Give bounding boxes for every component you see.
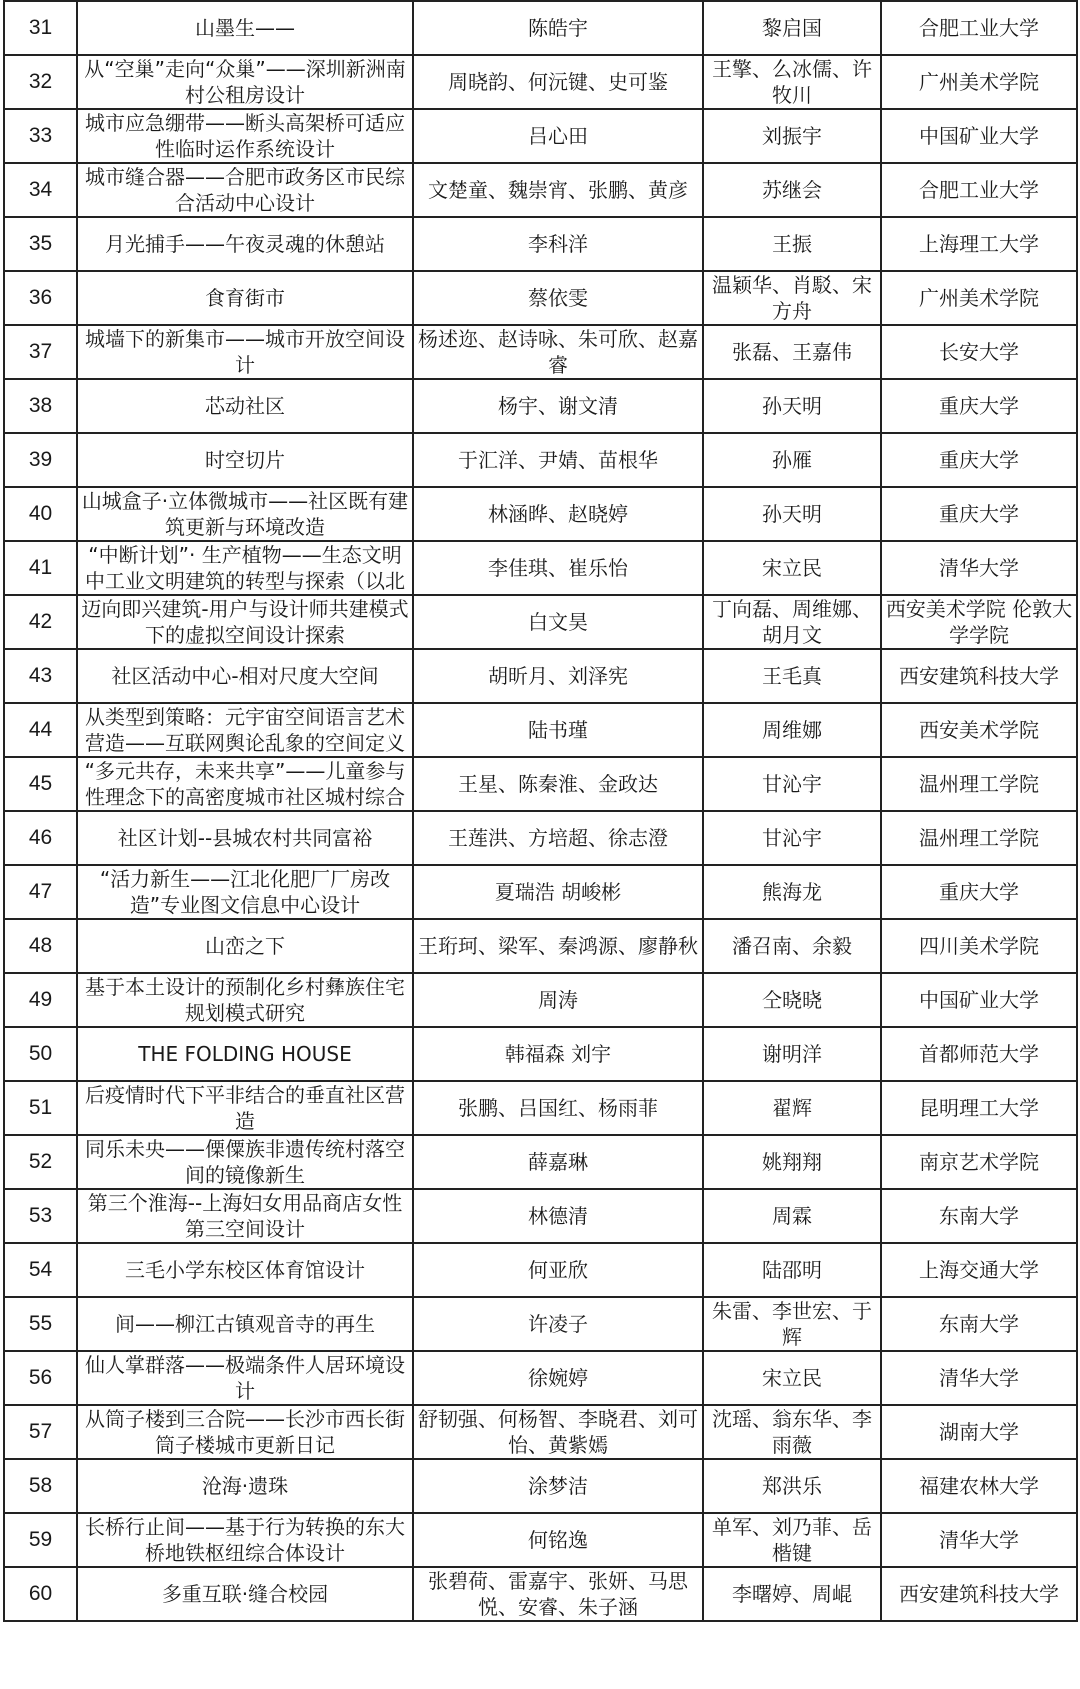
school-cell: 四川美术学院 <box>881 919 1077 973</box>
advisors-cell: 姚翔翔 <box>703 1135 881 1189</box>
school-cell: 东南大学 <box>881 1297 1077 1351</box>
row-number-cell: 37 <box>4 325 77 379</box>
project-title-cell: 第三个淮海--上海妇女用品商店女性第三空间设计 <box>77 1189 413 1243</box>
advisors-cell: 孙天明 <box>703 487 881 541</box>
table-row <box>4 217 1077 271</box>
table-row <box>4 379 1077 433</box>
advisors-cell: 丁向磊、周维娜、胡月文 <box>703 595 881 649</box>
advisors-cell: 宋立民 <box>703 1351 881 1405</box>
row-number-cell: 34 <box>4 163 77 217</box>
school-cell: 合肥工业大学 <box>881 1 1077 55</box>
advisors-cell: 翟辉 <box>703 1081 881 1135</box>
project-title-cell: 城墙下的新集市——城市开放空间设计 <box>77 325 413 379</box>
row-number-cell: 47 <box>4 865 77 919</box>
table-row <box>4 1513 1077 1567</box>
row-number-cell: 52 <box>4 1135 77 1189</box>
table-row <box>4 973 1077 1027</box>
advisors-cell: 周霖 <box>703 1189 881 1243</box>
table-row <box>4 541 1077 595</box>
project-title-cell: “多元共存，未来共享”——儿童参与性理念下的高密度城市社区城村综合 <box>77 757 413 811</box>
advisors-cell: 孙雁 <box>703 433 881 487</box>
project-title-cell: 同乐未央——傈僳族非遗传统村落空间的镜像新生 <box>77 1135 413 1189</box>
advisors-cell: 王擎、么冰儒、许牧川 <box>703 55 881 109</box>
authors-cell: 白文昊 <box>413 595 703 649</box>
advisors-cell: 孙天明 <box>703 379 881 433</box>
authors-cell: 蔡依雯 <box>413 271 703 325</box>
project-title-cell: 芯动社区 <box>77 379 413 433</box>
school-cell: 重庆大学 <box>881 379 1077 433</box>
authors-cell: 文楚童、魏崇宵、张鹏、黄彦 <box>413 163 703 217</box>
advisors-cell: 单军、刘乃菲、岳楷键 <box>703 1513 881 1567</box>
award-table <box>3 0 1078 1622</box>
table-row <box>4 109 1077 163</box>
project-title-cell: 城市缝合器——合肥市政务区市民综合活动中心设计 <box>77 163 413 217</box>
project-title-cell: 山峦之下 <box>77 919 413 973</box>
project-title-cell: 山城盒子·立体微城市——社区既有建筑更新与环境改造 <box>77 487 413 541</box>
school-cell: 西安美术学院 <box>881 703 1077 757</box>
school-cell: 清华大学 <box>881 541 1077 595</box>
advisors-cell: 王毛真 <box>703 649 881 703</box>
row-number-cell: 42 <box>4 595 77 649</box>
advisors-cell: 潘召南、余毅 <box>703 919 881 973</box>
school-cell: 合肥工业大学 <box>881 163 1077 217</box>
row-number-cell: 51 <box>4 1081 77 1135</box>
school-cell: 清华大学 <box>881 1513 1077 1567</box>
table-row <box>4 865 1077 919</box>
table-row <box>4 487 1077 541</box>
advisors-cell: 谢明洋 <box>703 1027 881 1081</box>
authors-cell: 何亚欣 <box>413 1243 703 1297</box>
school-cell: 上海理工大学 <box>881 217 1077 271</box>
row-number-cell: 58 <box>4 1459 77 1513</box>
authors-cell: 杨述迩、赵诗咏、朱可欣、赵嘉睿 <box>413 325 703 379</box>
authors-cell: 胡昕月、刘泽宪 <box>413 649 703 703</box>
row-number-cell: 56 <box>4 1351 77 1405</box>
row-number-cell: 46 <box>4 811 77 865</box>
row-number-cell: 50 <box>4 1027 77 1081</box>
project-title-cell: 月光捕手——午夜灵魂的休憩站 <box>77 217 413 271</box>
table-row <box>4 1405 1077 1459</box>
row-number-cell: 38 <box>4 379 77 433</box>
row-number-cell: 49 <box>4 973 77 1027</box>
school-cell: 西安建筑科技大学 <box>881 649 1077 703</box>
advisors-cell: 王振 <box>703 217 881 271</box>
authors-cell: 王星、陈秦淮、金政达 <box>413 757 703 811</box>
authors-cell: 周晓韵、何沅键、史可鉴 <box>413 55 703 109</box>
table-row <box>4 1189 1077 1243</box>
row-number-cell: 44 <box>4 703 77 757</box>
school-cell: 广州美术学院 <box>881 271 1077 325</box>
table-row <box>4 1297 1077 1351</box>
school-cell: 清华大学 <box>881 1351 1077 1405</box>
project-title-cell: 从类型到策略：元宇宙空间语言艺术营造——互联网舆论乱象的空间定义 <box>77 703 413 757</box>
authors-cell: 王珩珂、梁军、秦鸿源、廖静秋 <box>413 919 703 973</box>
authors-cell: 周涛 <box>413 973 703 1027</box>
authors-cell: 林德清 <box>413 1189 703 1243</box>
row-number-cell: 32 <box>4 55 77 109</box>
advisors-cell: 温颖华、肖駁、宋方舟 <box>703 271 881 325</box>
advisors-cell: 黎启国 <box>703 1 881 55</box>
table-row <box>4 1567 1077 1621</box>
table-row <box>4 757 1077 811</box>
authors-cell: 何铭逸 <box>413 1513 703 1567</box>
project-title-cell: 沧海·遗珠 <box>77 1459 413 1513</box>
advisors-cell: 沈瑶、翁东华、李雨薇 <box>703 1405 881 1459</box>
table-row <box>4 55 1077 109</box>
authors-cell: 杨宇、谢文清 <box>413 379 703 433</box>
school-cell: 西安美术学院 伦敦大学学院 <box>881 595 1077 649</box>
school-cell: 温州理工学院 <box>881 757 1077 811</box>
authors-cell: 韩福森 刘宇 <box>413 1027 703 1081</box>
project-title-cell: 仙人掌群落——极端条件人居环境设计 <box>77 1351 413 1405</box>
project-title-cell: “中断计划”· 生产植物——生态文明中工业文明建筑的转型与探索（以北 <box>77 541 413 595</box>
advisors-cell: 朱雷、李世宏、于辉 <box>703 1297 881 1351</box>
school-cell: 重庆大学 <box>881 487 1077 541</box>
authors-cell: 陆书瑾 <box>413 703 703 757</box>
project-title-cell: 长桥行止间——基于行为转换的东大桥地铁枢纽综合体设计 <box>77 1513 413 1567</box>
row-number-cell: 45 <box>4 757 77 811</box>
advisors-cell: 郑洪乐 <box>703 1459 881 1513</box>
authors-cell: 陈皓宇 <box>413 1 703 55</box>
row-number-cell: 39 <box>4 433 77 487</box>
table-row <box>4 1135 1077 1189</box>
project-title-cell: 山墨生—— <box>77 1 413 55</box>
authors-cell: 李佳琪、崔乐怡 <box>413 541 703 595</box>
project-title-cell: THE FOLDING HOUSE <box>77 1027 413 1081</box>
school-cell: 长安大学 <box>881 325 1077 379</box>
row-number-cell: 35 <box>4 217 77 271</box>
row-number-cell: 31 <box>4 1 77 55</box>
table-row <box>4 163 1077 217</box>
table-row <box>4 271 1077 325</box>
project-title-cell: 城市应急绷带——断头高架桥可适应性临时运作系统设计 <box>77 109 413 163</box>
authors-cell: 王莲洪、方培超、徐志澄 <box>413 811 703 865</box>
row-number-cell: 40 <box>4 487 77 541</box>
table-row <box>4 1027 1077 1081</box>
project-title-cell: 从“空巢”走向“众巢”——深圳新洲南村公租房设计 <box>77 55 413 109</box>
row-number-cell: 60 <box>4 1567 77 1621</box>
authors-cell: 涂梦洁 <box>413 1459 703 1513</box>
advisors-cell: 熊海龙 <box>703 865 881 919</box>
school-cell: 上海交通大学 <box>881 1243 1077 1297</box>
table-row <box>4 1459 1077 1513</box>
table-row <box>4 811 1077 865</box>
school-cell: 湖南大学 <box>881 1405 1077 1459</box>
project-title-cell: 三毛小学东校区体育馆设计 <box>77 1243 413 1297</box>
school-cell: 福建农林大学 <box>881 1459 1077 1513</box>
authors-cell: 夏瑞浩 胡峻彬 <box>413 865 703 919</box>
table-row <box>4 595 1077 649</box>
project-title-cell: 基于本土设计的预制化乡村彝族住宅规划模式研究 <box>77 973 413 1027</box>
authors-cell: 薛嘉琳 <box>413 1135 703 1189</box>
advisors-cell: 甘沁宇 <box>703 757 881 811</box>
school-cell: 中国矿业大学 <box>881 109 1077 163</box>
school-cell: 首都师范大学 <box>881 1027 1077 1081</box>
row-number-cell: 54 <box>4 1243 77 1297</box>
school-cell: 东南大学 <box>881 1189 1077 1243</box>
advisors-cell: 宋立民 <box>703 541 881 595</box>
advisors-cell: 张磊、王嘉伟 <box>703 325 881 379</box>
table-body <box>4 1 1077 1621</box>
row-number-cell: 41 <box>4 541 77 595</box>
table-row <box>4 325 1077 379</box>
authors-cell: 于汇洋、尹婧、苗根华 <box>413 433 703 487</box>
authors-cell: 林涵晔、赵晓婷 <box>413 487 703 541</box>
row-number-cell: 59 <box>4 1513 77 1567</box>
authors-cell: 张碧荷、雷嘉宇、张妍、马思悦、安睿、朱子涵 <box>413 1567 703 1621</box>
school-cell: 中国矿业大学 <box>881 973 1077 1027</box>
school-cell: 重庆大学 <box>881 865 1077 919</box>
authors-cell: 徐婉婷 <box>413 1351 703 1405</box>
table-row <box>4 703 1077 757</box>
advisors-cell: 苏继会 <box>703 163 881 217</box>
row-number-cell: 48 <box>4 919 77 973</box>
row-number-cell: 55 <box>4 1297 77 1351</box>
table-row <box>4 433 1077 487</box>
row-number-cell: 36 <box>4 271 77 325</box>
project-title-cell: 后疫情时代下平非结合的垂直社区营造 <box>77 1081 413 1135</box>
advisors-cell: 陆邵明 <box>703 1243 881 1297</box>
advisors-cell: 周维娜 <box>703 703 881 757</box>
row-number-cell: 33 <box>4 109 77 163</box>
authors-cell: 舒韧强、何杨智、李晓君、刘可怡、黄紫嫣 <box>413 1405 703 1459</box>
table-row <box>4 919 1077 973</box>
project-title-cell: 从筒子楼到三合院——长沙市西长街筒子楼城市更新日记 <box>77 1405 413 1459</box>
authors-cell: 许凌子 <box>413 1297 703 1351</box>
school-cell: 温州理工学院 <box>881 811 1077 865</box>
advisors-cell: 刘振宇 <box>703 109 881 163</box>
project-title-cell: “活力新生——江北化肥厂厂房改造”专业图文信息中心设计 <box>77 865 413 919</box>
project-title-cell: 时空切片 <box>77 433 413 487</box>
advisors-cell: 仝晓晓 <box>703 973 881 1027</box>
project-title-cell: 间——柳江古镇观音寺的再生 <box>77 1297 413 1351</box>
school-cell: 昆明理工大学 <box>881 1081 1077 1135</box>
table-row <box>4 1243 1077 1297</box>
table-row <box>4 649 1077 703</box>
project-title-cell: 食育街市 <box>77 271 413 325</box>
authors-cell: 吕心田 <box>413 109 703 163</box>
project-title-cell: 社区活动中心-相对尺度大空间 <box>77 649 413 703</box>
table-row <box>4 1 1077 55</box>
row-number-cell: 43 <box>4 649 77 703</box>
advisors-cell: 李曙婷、周崐 <box>703 1567 881 1621</box>
school-cell: 西安建筑科技大学 <box>881 1567 1077 1621</box>
project-title-cell: 迈向即兴建筑-用户与设计师共建模式下的虚拟空间设计探索 <box>77 595 413 649</box>
school-cell: 广州美术学院 <box>881 55 1077 109</box>
table-row <box>4 1351 1077 1405</box>
authors-cell: 张鹏、吕国红、杨雨菲 <box>413 1081 703 1135</box>
school-cell: 重庆大学 <box>881 433 1077 487</box>
project-title-cell: 多重互联·缝合校园 <box>77 1567 413 1621</box>
table-row <box>4 1081 1077 1135</box>
row-number-cell: 53 <box>4 1189 77 1243</box>
authors-cell: 李科洋 <box>413 217 703 271</box>
advisors-cell: 甘沁宇 <box>703 811 881 865</box>
school-cell: 南京艺术学院 <box>881 1135 1077 1189</box>
row-number-cell: 57 <box>4 1405 77 1459</box>
project-title-cell: 社区计划--县城农村共同富裕 <box>77 811 413 865</box>
